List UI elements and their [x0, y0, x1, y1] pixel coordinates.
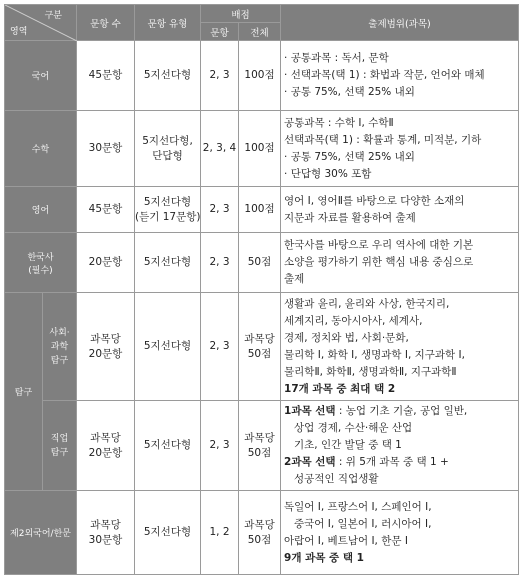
social-type: 5지선다형 [135, 293, 201, 401]
math-count: 30문항 [77, 111, 135, 187]
social-range [281, 293, 519, 401]
area-korean: 국어 [5, 41, 77, 111]
header-area: 영역 [10, 27, 28, 37]
range-line: 세계지리, 동아시아사, 세계사, [284, 314, 423, 327]
total-line: 50점 [247, 347, 272, 360]
header-question-type: 문항 유형 [135, 5, 201, 41]
area-math: 수학 [5, 111, 77, 187]
math-range [281, 111, 519, 187]
total-line: 과목당 [244, 332, 275, 345]
korean-range [281, 41, 519, 111]
range-b-text: : 위 5개 과목 중 택 1 + [335, 456, 449, 468]
sub-line: 사회· [49, 327, 70, 338]
english-total: 100점 [239, 187, 281, 233]
header-range: 출제범위(과목) [281, 5, 519, 41]
history-per: 2, 3 [201, 233, 239, 293]
sub-line: 직업 [50, 433, 69, 444]
range-line: 물리학Ⅱ, 화학Ⅱ, 생명과학Ⅱ, 지구과학Ⅱ [284, 365, 457, 378]
range-line: 생활과 윤리, 윤리와 사상, 한국지리, [284, 297, 450, 310]
inquiry-sub-vocational [43, 401, 77, 491]
math-type [135, 111, 201, 187]
english-count: 45문항 [77, 187, 135, 233]
count-line: 30문항 [88, 533, 123, 546]
header-num-questions: 문항 수 [77, 5, 135, 41]
total-line: 과목당 [244, 431, 275, 444]
vocational-count [77, 401, 135, 491]
area-english: 영어 [5, 187, 77, 233]
foreign-range [281, 491, 519, 575]
social-total [239, 293, 281, 401]
range-line: · 공통 75%, 선택 25% 내외 [284, 150, 415, 163]
count-line: 과목당 [90, 431, 121, 444]
math-total: 100점 [239, 111, 281, 187]
count-line: 20문항 [88, 347, 123, 360]
english-type [135, 187, 201, 233]
row-inquiry-social-science [5, 293, 519, 401]
area-history [5, 233, 77, 293]
history-range [281, 233, 519, 293]
range-line: 한국사를 바탕으로 우리 역사에 대한 기본 [284, 239, 474, 251]
vocational-total [239, 401, 281, 491]
vocational-range [281, 401, 519, 491]
range-line: · 공통과목 : 독서, 문학 [284, 52, 389, 64]
range-line: 선택과목(택 1) : 확률과 통계, 미적분, 기하 [284, 133, 482, 146]
range-line: 영어 Ⅰ, 영어Ⅱ를 바탕으로 다양한 소재의 [284, 194, 465, 207]
korean-total: 100점 [239, 41, 281, 111]
count-line: 과목당 [90, 332, 121, 345]
foreign-type: 5지선다형 [135, 491, 201, 575]
korean-type: 5지선다형 [135, 41, 201, 111]
social-per: 2, 3 [201, 293, 239, 401]
math-per: 2, 3, 4 [201, 111, 239, 187]
inquiry-sub-social-science [43, 293, 77, 401]
english-per: 2, 3 [201, 187, 239, 233]
range-line: 지문과 자료를 활용하여 출제 [284, 211, 416, 224]
range-line: 공통과목 : 수학 Ⅰ, 수학Ⅱ [284, 116, 394, 129]
total-line: 50점 [247, 446, 272, 459]
english-range [281, 187, 519, 233]
english-type-line2: (듣기 17문항) [135, 210, 201, 223]
range-line: 기초, 인간 발달 중 택 1 [294, 439, 402, 451]
header-total: 전체 [239, 23, 281, 41]
sub-line: 탐구 [50, 355, 69, 366]
row-korean [5, 41, 519, 111]
exam-structure-table [4, 4, 519, 575]
foreign-count [77, 491, 135, 575]
history-type: 5지선다형 [135, 233, 201, 293]
history-required: (필수) [28, 265, 53, 276]
header-per-question: 문항 [201, 23, 239, 41]
english-type-line1: 5지선다형 [143, 195, 192, 208]
count-line: 20문항 [88, 446, 123, 459]
vocational-per: 2, 3 [201, 401, 239, 491]
korean-count: 45문항 [77, 41, 135, 111]
row-inquiry-vocational [5, 401, 519, 491]
row-history [5, 233, 519, 293]
range-line-bold: 9개 과목 중 택 1 [284, 551, 364, 564]
range-line [284, 403, 515, 420]
total-line: 50점 [247, 533, 272, 546]
history-total: 50점 [239, 233, 281, 293]
range-line: · 공통 75%, 선택 25% 내외 [284, 86, 415, 98]
total-line: 과목당 [244, 518, 275, 531]
range-line: 물리학 Ⅰ, 화학 Ⅰ, 생명과학 Ⅰ, 지구과학 Ⅰ, [284, 348, 465, 361]
row-foreign [5, 491, 519, 575]
vocational-type: 5지선다형 [135, 401, 201, 491]
sub-line: 과학 [50, 341, 69, 352]
range-line: 상업 경제, 수산·해운 산업 [294, 422, 413, 434]
range-b-title: 2과목 선택 [284, 456, 336, 468]
history-count: 20문항 [77, 233, 135, 293]
range-line-bold: 17개 과목 중 최대 택 2 [284, 382, 396, 395]
area-foreign: 제2외국어/한문 [5, 491, 77, 575]
count-line: 과목당 [90, 518, 121, 531]
range-a-text: : 농업 기초 기술, 공업 일반, [335, 405, 468, 417]
range-line: 중국어 Ⅰ, 일본어 Ⅰ, 러시아어 Ⅰ, [294, 517, 432, 530]
history-name: 한국사 [27, 252, 54, 263]
math-type-line2: 단답형 [152, 149, 183, 162]
header-category: 구분 [44, 11, 62, 21]
header-row [5, 5, 519, 23]
korean-per: 2, 3 [201, 41, 239, 111]
range-a-title: 1과목 선택 [284, 405, 336, 417]
range-line: 출제 [284, 273, 305, 285]
range-line [284, 454, 515, 471]
range-line: 독일어 Ⅰ, 프랑스어 Ⅰ, 스페인어 Ⅰ, [284, 500, 432, 513]
header-score: 배점 [201, 5, 281, 23]
math-type-line1: 5지선다형, [142, 134, 193, 147]
area-inquiry: 탐구 [5, 293, 43, 491]
sub-line: 탐구 [50, 447, 69, 458]
foreign-per: 1, 2 [201, 491, 239, 575]
row-english [5, 187, 519, 233]
range-line: 아랍어 Ⅰ, 베트남어 Ⅰ, 한문 Ⅰ [284, 534, 408, 547]
range-line: 소양을 평가하기 위한 핵심 내용 중심으로 [284, 256, 474, 268]
range-line: 성공적인 직업생활 [294, 473, 379, 485]
foreign-total [239, 491, 281, 575]
range-line: 경제, 정치와 법, 사회·문화, [284, 331, 409, 344]
social-count [77, 293, 135, 401]
range-line: · 단답형 30% 포함 [284, 167, 372, 180]
header-corner [5, 5, 77, 41]
row-math [5, 111, 519, 187]
range-line: · 선택과목(택 1) : 화법과 작문, 언어와 매체 [284, 69, 485, 81]
